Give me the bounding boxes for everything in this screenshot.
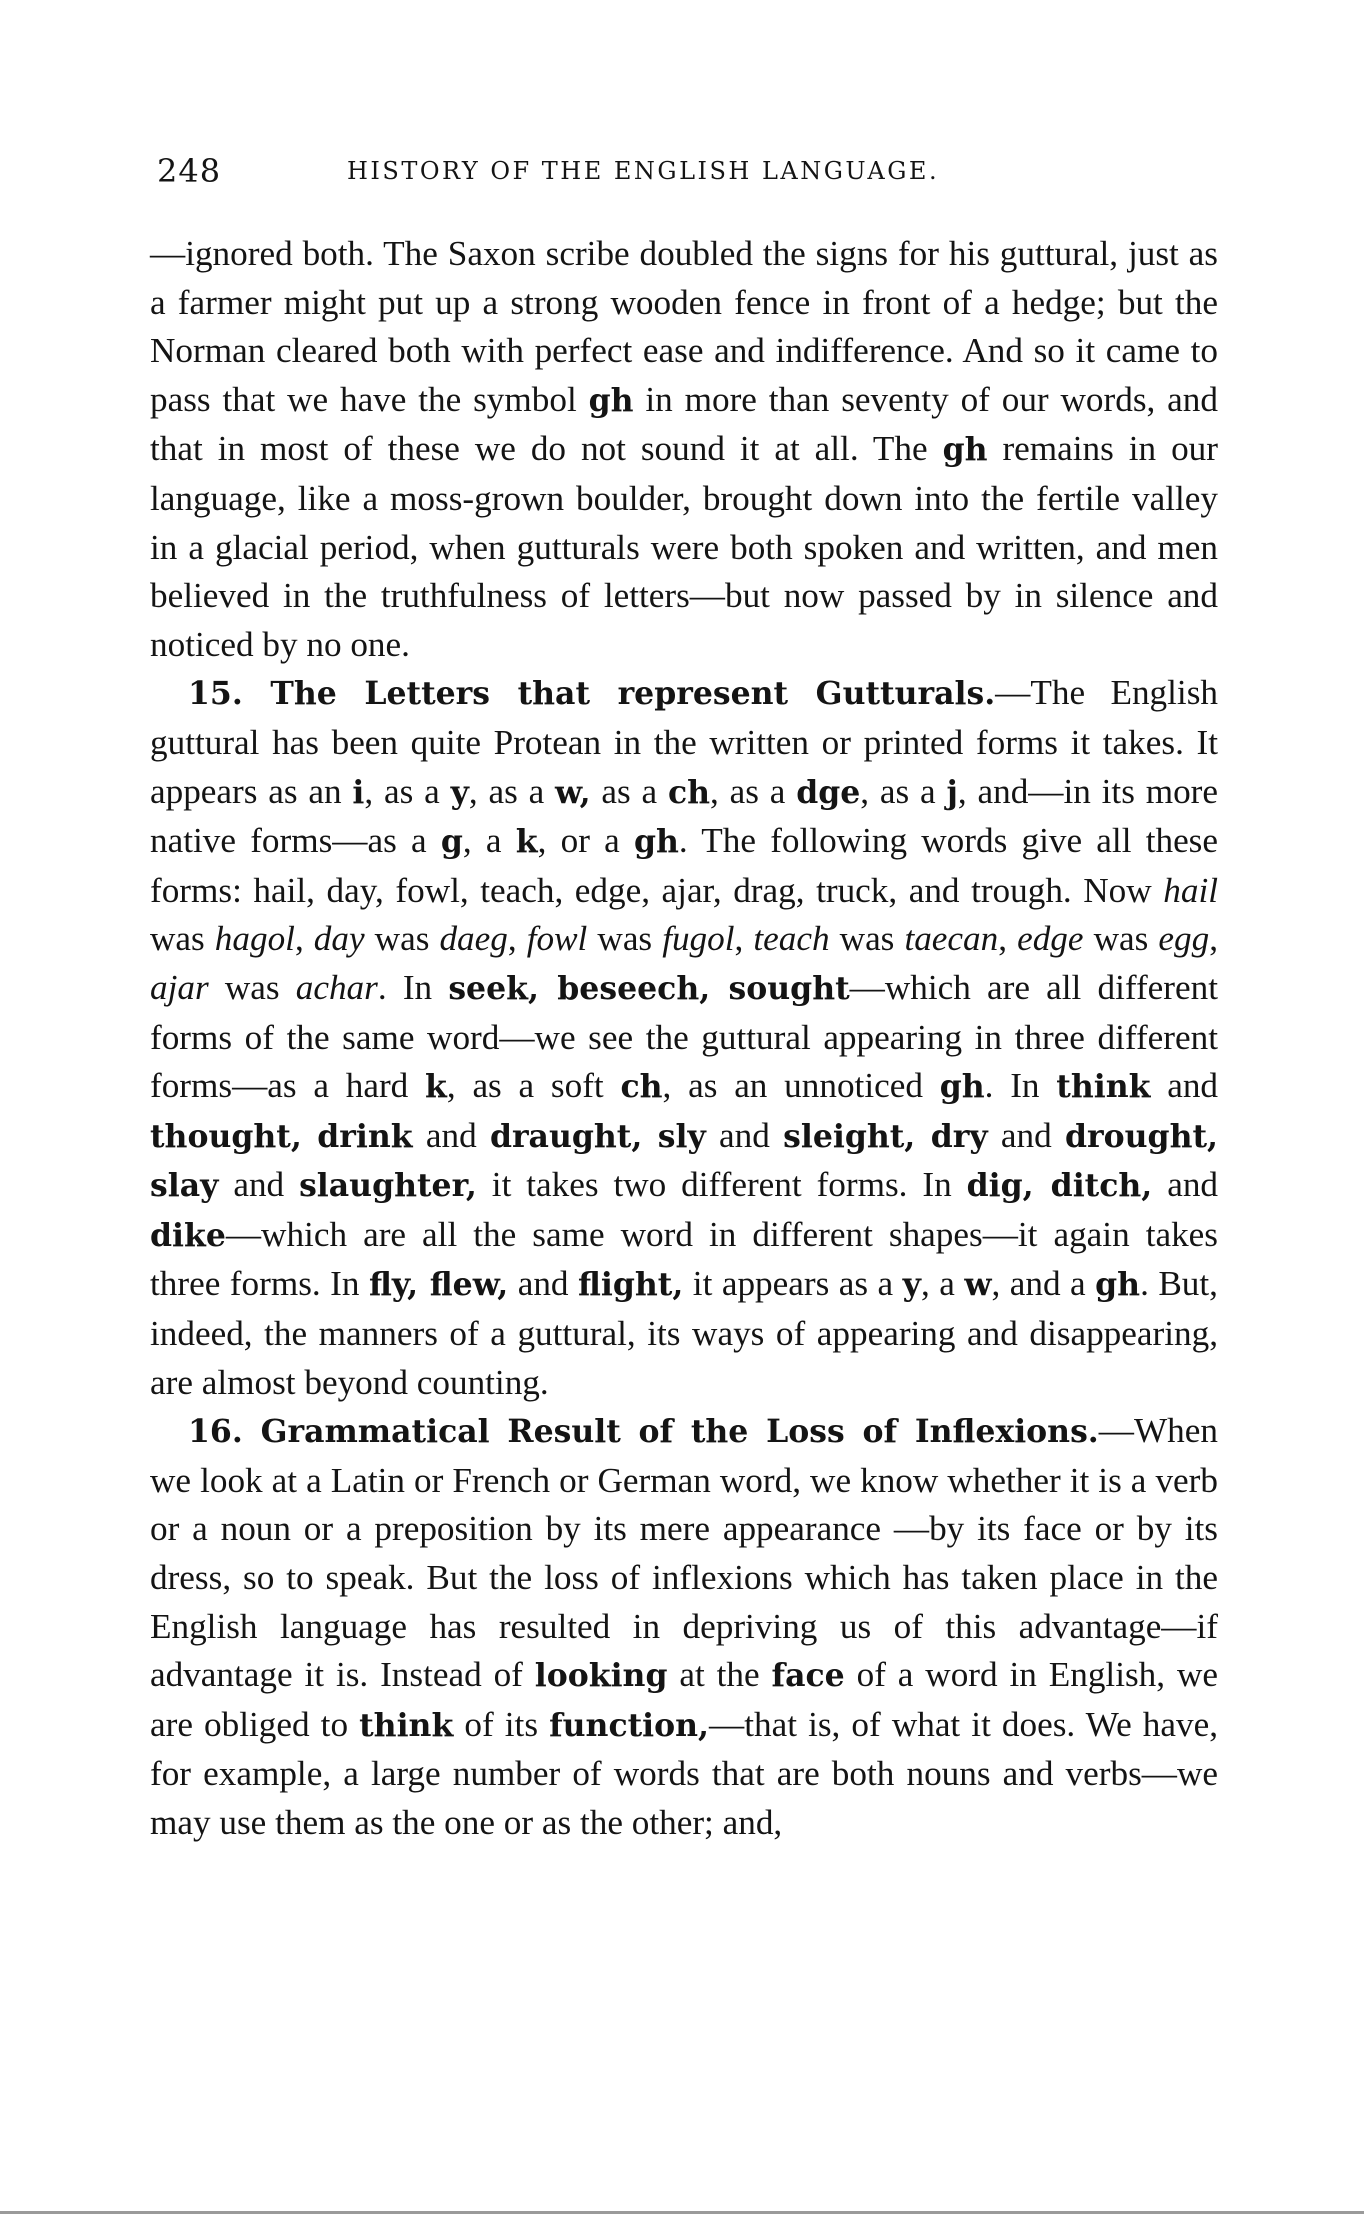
bold-term: thought, drink bbox=[150, 1117, 413, 1155]
text-run: —The English guttural has been quite Protean in the written or printed forms it takes. It appears as an bbox=[150, 673, 1218, 811]
bold-term: think bbox=[359, 1706, 454, 1744]
paragraph bbox=[150, 1407, 1218, 1847]
bold-term: gh bbox=[942, 431, 988, 469]
italic-term: daeg bbox=[439, 919, 508, 959]
text-run: was bbox=[150, 919, 215, 959]
text-run: was bbox=[208, 967, 296, 1007]
bold-term: g bbox=[440, 823, 463, 861]
bold-term: seek, beseech, sought bbox=[448, 969, 850, 1007]
text-run: , as a soft bbox=[446, 1066, 621, 1106]
italic-term: achar bbox=[295, 967, 378, 1007]
text-run: , as an unnoticed bbox=[662, 1066, 940, 1106]
running-title: HISTORY OF THE ENGLISH LANGUAGE. bbox=[347, 157, 940, 185]
italic-term: hail bbox=[1163, 870, 1218, 910]
text-run: , bbox=[507, 919, 527, 959]
text-run: , bbox=[998, 919, 1018, 959]
page-bottom-rule bbox=[0, 2211, 1364, 2214]
bold-term: ch bbox=[620, 1068, 663, 1106]
bold-term: gh bbox=[588, 381, 634, 419]
text-run: , bbox=[734, 919, 754, 959]
bold-term: function, bbox=[549, 1706, 710, 1744]
text-run: —which are all the same word in different shapes—it again takes three forms. In bbox=[150, 1214, 1218, 1304]
bold-term: dike bbox=[150, 1216, 226, 1254]
text-run: . In bbox=[377, 967, 449, 1007]
paragraph bbox=[150, 230, 1218, 669]
bold-term: y bbox=[450, 773, 469, 811]
text-run: remains in our language, like a moss-grown boulder, brought down into the fertile valley in a glacial period, when gutturals were both spoken and written, and men believed in the truthfulness of letters—but now passed by in silence and noticed by no one. bbox=[150, 429, 1218, 664]
italic-term: ajar bbox=[150, 967, 209, 1007]
italic-term: day bbox=[313, 919, 365, 959]
bold-term: fly, flew, bbox=[368, 1266, 509, 1304]
text-run: was bbox=[829, 919, 905, 959]
page-number: 248 bbox=[157, 152, 222, 190]
text-run: and bbox=[705, 1115, 784, 1155]
italic-term: teach bbox=[753, 919, 830, 959]
text-run: and bbox=[218, 1165, 300, 1205]
italic-term: edge bbox=[1017, 919, 1084, 959]
text-run: , a bbox=[920, 1264, 965, 1304]
bold-term: slaughter, bbox=[299, 1167, 477, 1205]
bold-term: dge bbox=[796, 773, 861, 811]
italic-term: hagol bbox=[214, 919, 295, 959]
text-run: and bbox=[412, 1115, 490, 1155]
text-run: and bbox=[1152, 1165, 1219, 1205]
bold-term: gh bbox=[939, 1068, 985, 1106]
bold-term: gh bbox=[633, 823, 679, 861]
text-run: it takes two different forms. In bbox=[476, 1165, 967, 1205]
text-run: . In bbox=[984, 1066, 1057, 1106]
text-run: —When we look at a Latin or French or German word, we know whether it is a verb or a noun or a preposition by its mere appearance —by its face or by its dress, so to speak. But the loss of inflexions which has taken place in the English language has resulted in depriving us of this advantage—if advantage it is. Instead of bbox=[150, 1411, 1218, 1695]
text-run: it appears as a bbox=[683, 1264, 903, 1304]
text-run: , and a bbox=[991, 1264, 1096, 1304]
bold-term: j bbox=[946, 773, 958, 811]
italic-term: taecan bbox=[904, 919, 999, 959]
text-run: —that is, of what it does. We have, for example, a large number of words that are both nouns and verbs—we may use them as the one or as the other; and, bbox=[150, 1704, 1218, 1842]
text-run: , or a bbox=[537, 821, 634, 861]
text-run: as a bbox=[590, 771, 668, 811]
text-run: and bbox=[987, 1115, 1066, 1155]
text-run: , bbox=[294, 919, 314, 959]
italic-term: fugol bbox=[662, 919, 735, 959]
text-run: at the bbox=[667, 1655, 772, 1695]
text-run: and bbox=[508, 1264, 578, 1304]
bold-term: face bbox=[771, 1657, 845, 1695]
text-run: , as a bbox=[860, 771, 947, 811]
bold-term: 16. Grammatical Result of the Loss of Inflexions. bbox=[188, 1413, 1099, 1451]
text-run: of its bbox=[453, 1704, 550, 1744]
bold-term: ch bbox=[667, 773, 711, 811]
text-run: was bbox=[364, 919, 440, 959]
bold-term: drought, slay bbox=[150, 1117, 1218, 1205]
text-run: in more than seventy of our words, and that in most of these we do not sound it at all. The bbox=[150, 379, 1218, 469]
bold-term: k bbox=[425, 1068, 447, 1106]
bold-term: gh bbox=[1095, 1266, 1141, 1304]
text-run: , as a bbox=[710, 771, 797, 811]
italic-term: egg bbox=[1158, 919, 1210, 959]
text-run: , and—in its more native forms—as a bbox=[150, 771, 1219, 861]
bold-term: sleight, dry bbox=[783, 1117, 988, 1155]
italic-term: fowl bbox=[526, 919, 588, 959]
text-run: , a bbox=[462, 821, 516, 861]
bold-term: draught, sly bbox=[489, 1117, 706, 1155]
text-run: —ignored both. The Saxon scribe doubled the signs for his guttural, just as a farmer might put up a strong wooden fence in front of a hedge; but the Norman cleared both with perfect ease and indifference. And so it came to pass that we have the symbol bbox=[150, 234, 1218, 419]
text-run: , bbox=[1209, 919, 1218, 959]
bold-term: think bbox=[1056, 1068, 1151, 1106]
bold-term: looking bbox=[534, 1657, 668, 1695]
text-run: and bbox=[1150, 1066, 1219, 1106]
running-head bbox=[157, 147, 1217, 195]
text-run: —which are all different forms of the same word—we see the guttural appearing in three different forms—as a hard bbox=[150, 967, 1218, 1106]
body-text bbox=[150, 230, 1218, 1848]
text-run: . But, indeed, the manners of a guttural, its ways of appearing and disappearing, are almost beyond counting. bbox=[150, 1264, 1218, 1402]
paragraph bbox=[150, 669, 1218, 1407]
bold-term: w bbox=[964, 1266, 992, 1304]
bold-term: dig, ditch, bbox=[966, 1167, 1153, 1205]
text-run: , as a bbox=[364, 771, 451, 811]
bold-term: flight, bbox=[578, 1266, 684, 1304]
text-run: . The following words give all these forms: hail, day, fowl, teach, edge, ajar, drag, truck, and trough. Now bbox=[150, 821, 1218, 910]
text-run: was bbox=[1083, 919, 1159, 959]
bold-term: y bbox=[902, 1266, 921, 1304]
text-run: was bbox=[587, 919, 663, 959]
bold-term: 15. The Letters that represent Gutturals. bbox=[188, 675, 996, 713]
bold-term: k bbox=[515, 823, 538, 861]
text-run: , as a bbox=[468, 771, 556, 811]
bold-term: i bbox=[352, 773, 365, 811]
text-run: of a word in English, we are obliged to bbox=[150, 1655, 1218, 1744]
bold-term: w, bbox=[555, 773, 591, 811]
